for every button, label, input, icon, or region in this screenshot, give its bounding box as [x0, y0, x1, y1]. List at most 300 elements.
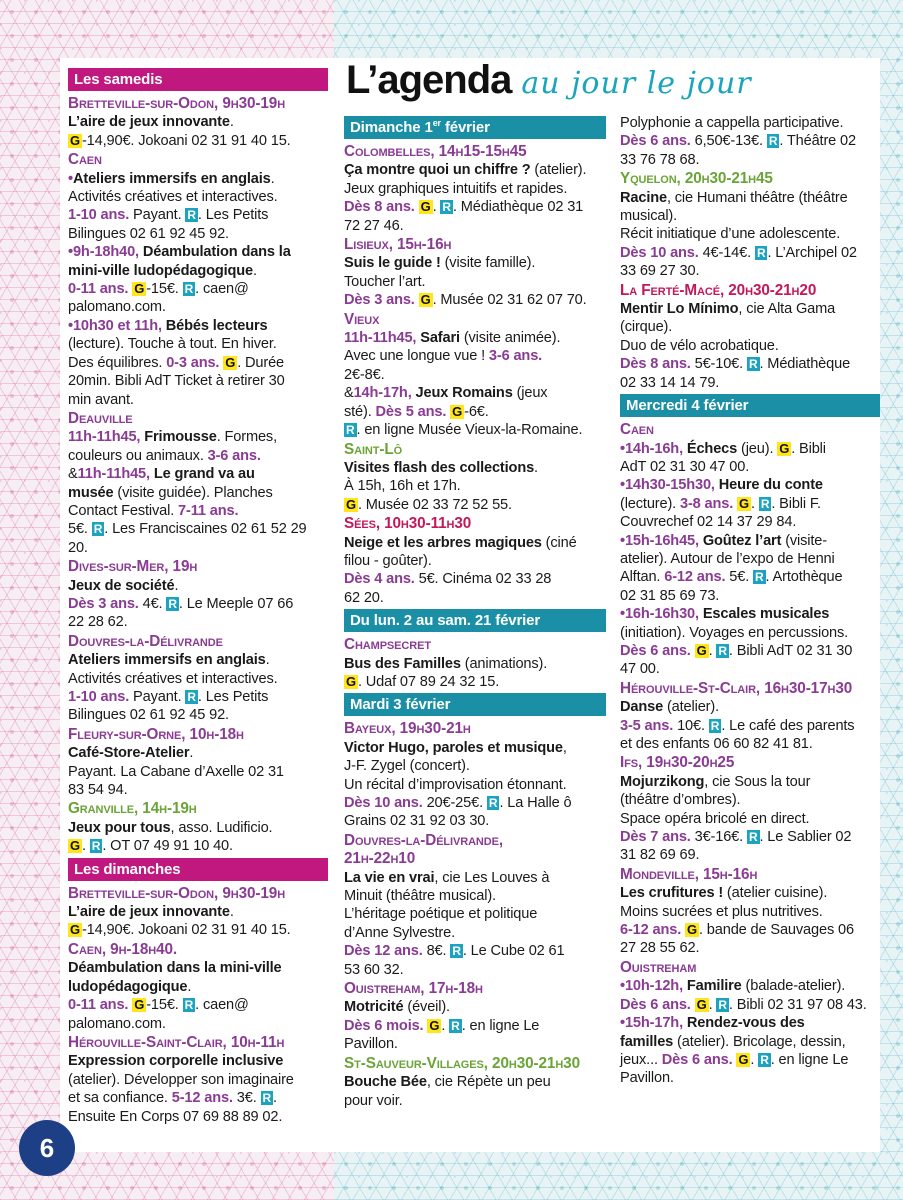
- event-line: [344, 887, 606, 905]
- event-line: [620, 884, 880, 902]
- event-age-time: 3-5 ans.: [620, 717, 678, 734]
- text: AdT 02 31 30 47 00.: [620, 458, 750, 475]
- text: 5€.: [729, 569, 754, 586]
- free-badge: G: [739, 495, 750, 511]
- event-line: [620, 939, 880, 957]
- event-line: [344, 998, 606, 1016]
- text: , cie Alta Gama: [738, 301, 836, 318]
- event-line: [68, 688, 328, 706]
- text: Pavillon.: [620, 1070, 674, 1087]
- event-line: [344, 869, 606, 887]
- event-line: [68, 613, 328, 631]
- text: .: [751, 495, 759, 512]
- text: 2€-8€.: [344, 366, 385, 383]
- text: . Bibli: [791, 440, 826, 457]
- event-title: Échecs: [686, 440, 738, 457]
- event-title: Mentir Lo Mínimo: [620, 301, 739, 318]
- event-entry: [68, 558, 328, 632]
- event-line: [620, 262, 880, 280]
- text: .: [432, 199, 441, 216]
- reservation-badge: R: [755, 570, 764, 585]
- text: (atelier). Bricolage, dessin,: [673, 1033, 846, 1050]
- event-title: Rendez-vous des: [686, 1015, 805, 1032]
- event-line: [620, 773, 880, 791]
- event-location: Ouistreham: [620, 958, 697, 976]
- event-line: [620, 903, 880, 921]
- text: 20min. Bibli AdT Ticket à retirer 30: [68, 373, 285, 390]
- event-age-time: 0-11 ans.: [68, 281, 133, 298]
- event-age-time: Dès 12 ans.: [344, 943, 427, 960]
- text: 5€-10€.: [694, 356, 747, 373]
- reservation-badge: R: [346, 423, 355, 438]
- event-age-time: 1-10 ans.: [68, 689, 134, 705]
- text: 53 60 32.: [344, 961, 404, 978]
- event-title: Safari: [420, 330, 460, 347]
- event-line: [344, 291, 606, 309]
- event-line: [344, 311, 606, 329]
- event-entry: [344, 832, 606, 979]
- text: filou - goûter).: [344, 552, 432, 569]
- event-entry: [68, 1034, 328, 1126]
- event-title: Ateliers immersifs en anglais: [68, 652, 266, 669]
- event-title: Ateliers immersifs en anglais: [72, 170, 271, 187]
- event-location: Colombelles, 14h15-15h45: [344, 143, 527, 160]
- text: . Udaf 07 89 24 32 15.: [357, 673, 500, 690]
- text: Duo de vélo acrobatique.: [620, 337, 779, 354]
- text: (visite famille).: [440, 255, 536, 272]
- event-age-time: Dès 6 ans.: [620, 642, 695, 659]
- event-line: [344, 720, 606, 738]
- event-age-time: Dès 6 ans.: [620, 133, 695, 150]
- event-location: Caen: [620, 421, 654, 439]
- event-title: Expression corporelle inclusive: [68, 1053, 284, 1070]
- section-header: Du lun. 2 au sam. 21 février: [344, 609, 606, 632]
- event-entry: [620, 114, 880, 169]
- text: Bilingues 02 61 92 45 92.: [68, 707, 229, 724]
- text: À 15h, 16h et 17h.: [344, 478, 461, 495]
- text: , asso. Ludificio.: [170, 819, 273, 836]
- section-header: Dimanche 1er février: [344, 116, 606, 139]
- event-title: Jeux pour tous: [68, 819, 171, 836]
- text: (visite-: [781, 532, 827, 549]
- text: 27 28 55 62.: [620, 940, 700, 957]
- text: sté).: [344, 403, 376, 420]
- event-location: Douvres-la-Délivrande,: [344, 831, 504, 849]
- event-line: [344, 1092, 606, 1110]
- event-age-time: •9h-18h40,: [68, 244, 143, 261]
- event-age-time: •14h30-15h30,: [620, 477, 719, 494]
- event-line: [620, 440, 880, 458]
- event-line: [344, 477, 606, 495]
- event-entry: [344, 143, 606, 235]
- event-title: Heure du conte: [718, 477, 823, 494]
- text: .: [229, 114, 234, 131]
- event-title: ludopédagogique: [68, 978, 188, 995]
- event-line: [620, 866, 880, 884]
- text: .: [708, 642, 717, 659]
- text: -14,90€. Jokoani 02 31 91 40 15.: [81, 132, 291, 149]
- text: (cirque).: [620, 319, 673, 336]
- event-line: [68, 744, 328, 762]
- text: 31 82 69 69.: [620, 847, 700, 864]
- event-age-time: 0-3 ans.: [166, 354, 224, 371]
- event-line: [68, 354, 328, 372]
- event-line: [620, 828, 880, 846]
- event-age-time: •: [68, 170, 73, 187]
- event-age-time: 11h-11h45,: [344, 330, 421, 347]
- event-title: musée: [68, 484, 114, 501]
- free-badge: G: [738, 1051, 749, 1067]
- event-line: [344, 459, 606, 477]
- free-badge: G: [70, 922, 80, 938]
- text: . caen@: [195, 997, 249, 1014]
- column-1: [68, 66, 328, 1127]
- event-entry: [344, 636, 606, 691]
- text: Pavillon.: [344, 1036, 398, 1053]
- event-location: Granville, 14h-19h: [68, 800, 197, 818]
- text: 10€.: [677, 717, 709, 734]
- text: jeux...: [620, 1051, 662, 1068]
- event-line: [620, 189, 880, 207]
- event-age-time: Dès 6 ans.: [661, 1051, 737, 1068]
- event-entry: [620, 959, 880, 1088]
- event-line: [620, 698, 880, 716]
- event-age-time: Dès 3 ans.: [68, 595, 143, 612]
- event-line: [620, 132, 880, 150]
- text: 02 33 14 14 79.: [620, 374, 720, 391]
- page-title: [346, 58, 886, 110]
- reservation-badge: R: [756, 245, 766, 260]
- event-location: St-Sauveur-Villages, 20h30-21h30: [344, 1054, 580, 1072]
- event-location: Yquelon, 20h30-21h45: [620, 170, 773, 188]
- event-line: [620, 846, 880, 864]
- event-line: [620, 735, 880, 753]
- event-line: [68, 151, 328, 169]
- event-title: La vie en vrai: [344, 869, 435, 886]
- event-location: Sées, 10h30-11h30: [344, 515, 472, 533]
- text: . Bibli 02 31 97 08 43.: [728, 996, 867, 1013]
- text: (atelier cuisine).: [723, 885, 828, 902]
- text: . en ligne Le: [461, 1017, 540, 1034]
- event-age-time: Dès 3 ans.: [344, 292, 419, 309]
- text: pour voir.: [344, 1092, 403, 1109]
- event-age-time: Dès 7 ans.: [620, 829, 695, 846]
- text: (animations).: [460, 655, 548, 672]
- text: et des enfants 06 60 82 41 81.: [620, 736, 813, 752]
- event-line: [68, 428, 328, 446]
- free-badge: G: [687, 922, 697, 938]
- event-entry: [620, 680, 880, 754]
- text: L’héritage poétique et politique: [344, 906, 538, 923]
- event-line: [620, 680, 880, 698]
- event-line: [620, 568, 880, 586]
- event-entry: [344, 441, 606, 515]
- event-line: [620, 754, 880, 772]
- event-entry: [344, 980, 606, 1054]
- event-line: [68, 595, 328, 613]
- event-entry: [68, 633, 328, 725]
- text: .: [750, 1051, 759, 1068]
- text: (ciné: [541, 534, 577, 551]
- event-line: [344, 1035, 606, 1053]
- section-header: Mercredi 4 février: [620, 394, 880, 417]
- event-line: [344, 496, 606, 514]
- event-location: Hérouville-Saint-Clair, 10h-11h: [68, 1033, 285, 1051]
- event-title: Goûtez l’art: [702, 532, 782, 549]
- event-entry: [620, 866, 880, 958]
- event-line: [344, 180, 606, 198]
- text: -6€.: [464, 403, 489, 420]
- reservation-badge: R: [768, 134, 778, 149]
- free-badge: G: [70, 132, 80, 148]
- reservation-badge: R: [718, 997, 727, 1012]
- text: Grains 02 31 92 03 30.: [344, 813, 490, 830]
- text: (balade-atelier).: [741, 978, 846, 995]
- text: . Le café des parents: [721, 717, 855, 734]
- text: ,: [562, 739, 567, 756]
- free-badge: G: [346, 673, 356, 689]
- title-script: au jour le jour: [521, 66, 752, 101]
- text: Payant. La Cabane d’Axelle 02 31: [68, 763, 284, 780]
- event-line: [68, 837, 328, 855]
- text: J-F. Zygel (concert).: [344, 758, 470, 775]
- text: . caen@: [195, 281, 249, 298]
- event-line: [68, 978, 328, 996]
- text: 8€.: [426, 943, 451, 960]
- text: musical).: [620, 208, 678, 225]
- event-entry: [344, 236, 606, 310]
- event-title: Suis le guide !: [344, 255, 441, 272]
- event-line: [620, 532, 880, 550]
- event-location: Douvres-la-Délivrande: [68, 632, 223, 650]
- event-age-time: •10h-12h,: [620, 978, 687, 995]
- text: . Le Cube 02 61: [462, 943, 565, 960]
- event-line: [68, 95, 328, 113]
- event-title: Jeux de société: [68, 577, 175, 594]
- event-line: [620, 587, 880, 605]
- event-line: [620, 642, 880, 660]
- event-line: [620, 244, 880, 262]
- event-line: [68, 941, 328, 959]
- event-title: Racine: [620, 189, 667, 206]
- text: . Les Petits: [197, 207, 269, 224]
- event-line: [620, 1033, 880, 1051]
- text: 4€.: [142, 595, 167, 612]
- event-title: familles: [620, 1033, 674, 1050]
- event-age-time: 14h-17h,: [353, 385, 416, 402]
- event-line: [620, 495, 880, 513]
- event-line: [344, 739, 606, 757]
- event-line: [68, 1015, 328, 1033]
- event-line: [68, 885, 328, 903]
- text: .: [81, 838, 90, 855]
- text: , cie Les Louves à: [434, 869, 550, 886]
- text: 5€. Cinéma 02 33 28: [418, 571, 552, 588]
- event-line: [620, 921, 880, 939]
- event-location: Vieux: [344, 310, 380, 328]
- event-line: [344, 384, 606, 402]
- event-line: [344, 515, 606, 533]
- event-line: [344, 347, 606, 365]
- event-location: 21h-22h10: [344, 850, 416, 868]
- text: .: [273, 1090, 277, 1107]
- text: Toucher l’art.: [344, 273, 426, 290]
- text: . Musée 02 31 62 07 70.: [432, 292, 587, 309]
- reservation-badge: R: [184, 998, 194, 1013]
- event-age-time: Dès 4 ans.: [344, 571, 419, 588]
- event-line: [68, 243, 328, 261]
- event-entry: [68, 95, 328, 150]
- text: 47 00.: [620, 661, 660, 678]
- text: .: [265, 652, 270, 669]
- free-badge: G: [452, 403, 463, 419]
- text: d’Anne Sylvestre.: [344, 924, 456, 941]
- event-line: [344, 161, 606, 179]
- event-location: La Ferté-Macé, 20h30-21h20: [620, 281, 817, 299]
- text: Space opéra bricolé en direct.: [620, 810, 810, 827]
- event-line: [344, 217, 606, 235]
- event-location: Champsecret: [344, 636, 431, 654]
- text: . Médiathèque: [759, 356, 851, 373]
- free-badge: G: [134, 997, 145, 1013]
- text: . en ligne Le: [770, 1051, 849, 1068]
- event-line: [344, 1055, 606, 1073]
- text: 4€-14€.: [702, 244, 755, 261]
- event-line: [344, 570, 606, 588]
- event-entry: [68, 410, 328, 557]
- text: .: [253, 262, 257, 279]
- text: 72 27 46.: [344, 217, 404, 234]
- text: . bande de Sauvages 06: [699, 922, 854, 939]
- reservation-badge: R: [718, 643, 727, 658]
- text: atelier). Autour de l’expo de Henni: [620, 550, 835, 567]
- event-line: [344, 850, 606, 868]
- event-line: [344, 980, 606, 998]
- event-line: [68, 819, 328, 837]
- text: Couvrechef 02 14 37 29 84.: [620, 514, 797, 531]
- event-line: [68, 520, 328, 557]
- event-line: [620, 660, 880, 678]
- event-line: [620, 282, 880, 300]
- event-title: L’aire de jeux innovante: [68, 904, 230, 921]
- text: . La Halle ô: [499, 795, 572, 811]
- event-line: [620, 1014, 880, 1032]
- text: (théâtre d’ombres).: [620, 792, 741, 809]
- text: palomano.com.: [68, 299, 166, 316]
- text: 5€.: [68, 521, 92, 538]
- event-line: [620, 300, 880, 318]
- text: 6,50€-13€.: [694, 133, 767, 150]
- reservation-badge: R: [748, 357, 758, 372]
- event-age-time: 3-6 ans.: [488, 348, 543, 365]
- event-line: [344, 366, 606, 384]
- event-line: [68, 391, 328, 409]
- section-header: Les dimanches: [68, 858, 328, 881]
- event-entry: [620, 421, 880, 679]
- event-line: [68, 280, 328, 298]
- text: (éveil).: [403, 999, 450, 1016]
- text: .: [708, 996, 717, 1013]
- event-line: [620, 513, 880, 531]
- text: Activités créatives et interactives.: [68, 189, 278, 206]
- free-badge: G: [429, 1017, 440, 1033]
- text: . Musée 02 33 72 52 55.: [357, 496, 512, 513]
- text: 83 54 94.: [68, 782, 128, 799]
- event-line: [68, 558, 328, 576]
- event-entry: [344, 1055, 606, 1110]
- text: (initiation). Voyages en percussions.: [620, 624, 849, 641]
- event-line: [68, 113, 328, 131]
- event-line: [620, 1069, 880, 1087]
- reservation-badge: R: [262, 1091, 272, 1106]
- event-line: [344, 636, 606, 654]
- event-age-time: Dès 10 ans.: [620, 244, 703, 261]
- event-line: [344, 832, 606, 850]
- text: (lecture).: [620, 495, 680, 512]
- event-entry: [344, 311, 606, 440]
- text: Jeux graphiques intuitifs et rapides.: [344, 180, 568, 197]
- text: (jeu).: [737, 440, 778, 457]
- text: .: [534, 459, 538, 476]
- event-line: [68, 781, 328, 799]
- event-line: [620, 624, 880, 642]
- event-line: [620, 476, 880, 494]
- event-line: [68, 959, 328, 977]
- text: . Formes,: [216, 429, 277, 446]
- event-line: [68, 1089, 328, 1107]
- event-line: [344, 329, 606, 347]
- event-line: [68, 726, 328, 744]
- event-line: [68, 1052, 328, 1070]
- text: .: [187, 978, 192, 995]
- reservation-badge: R: [710, 718, 720, 733]
- text: 3€.: [236, 1090, 261, 1107]
- text: Payant.: [133, 689, 186, 705]
- text: 20€-25€.: [426, 795, 487, 811]
- event-title: Le grand va au: [153, 466, 255, 483]
- event-location: Bayeux, 19h30-21h: [344, 720, 471, 738]
- event-title: Danse: [620, 699, 664, 716]
- event-age-time: •15h-17h,: [620, 1015, 687, 1032]
- event-title: mini-ville ludopédagogique: [68, 262, 254, 279]
- event-line: [344, 961, 606, 979]
- section-header: Les samedis: [68, 68, 328, 91]
- event-line: [620, 717, 880, 735]
- event-line: [620, 374, 880, 392]
- event-location: Deauville: [68, 409, 133, 427]
- text: (visite guidée). Planches: [113, 484, 273, 501]
- event-line: [344, 421, 606, 439]
- reservation-badge: R: [442, 200, 451, 215]
- event-line: [344, 794, 606, 812]
- event-line: [344, 673, 606, 691]
- event-line: [68, 188, 328, 206]
- event-age-time: •16h-16h30,: [620, 606, 703, 623]
- text: . Les Franciscaines 02 61 52 29 20.: [68, 521, 307, 556]
- reservation-badge: R: [451, 1018, 460, 1033]
- event-line: [620, 458, 880, 476]
- text: . L’Archipel 02: [767, 244, 857, 261]
- event-line: [620, 114, 880, 132]
- event-location: Hérouville-St-Clair, 16h30-17h30: [620, 679, 853, 697]
- text: Polyphonie a cappella participative.: [620, 115, 844, 131]
- text: Payant.: [129, 207, 186, 224]
- event-age-time: Dès 8 ans.: [344, 199, 419, 216]
- event-line: [68, 651, 328, 669]
- text: Récit initiatique d’une adolescente.: [620, 226, 841, 243]
- event-location: Fleury-sur-Orne, 10h-18h: [68, 725, 244, 743]
- event-line: [344, 905, 606, 923]
